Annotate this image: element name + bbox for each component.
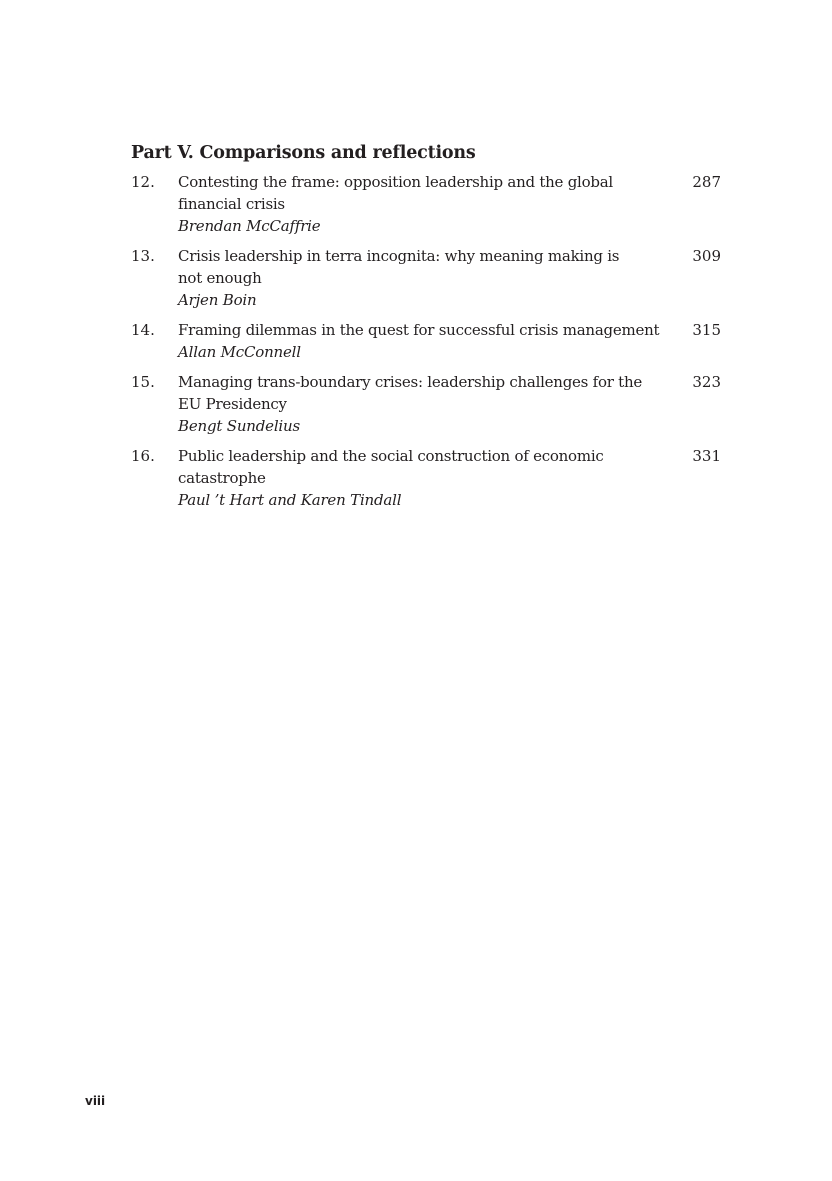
- chapter-number: 14.: [131, 321, 155, 339]
- chapter-number: 15.: [131, 373, 155, 391]
- chapter-page-number: 315: [692, 321, 721, 339]
- part-heading: Part V. Comparisons and reflections: [131, 143, 476, 163]
- chapter-body: [178, 245, 681, 311]
- chapter-author: Allan McConnell: [178, 343, 301, 361]
- toc-entry-12: [131, 171, 721, 237]
- chapter-page-number: 309: [692, 247, 721, 265]
- chapter-page-number: 323: [692, 373, 721, 391]
- toc-entry-13: [131, 245, 721, 311]
- chapter-page-number: 287: [692, 173, 721, 191]
- chapter-author: Bengt Sundelius: [178, 417, 300, 435]
- chapter-body: [178, 371, 681, 437]
- chapter-title-line: financial crisis: [178, 195, 285, 213]
- chapter-number: 13.: [131, 247, 155, 265]
- chapter-number: 12.: [131, 173, 155, 191]
- chapter-title-line: catastrophe: [178, 469, 266, 487]
- chapter-title-line: Public leadership and the social construction of economic: [178, 447, 604, 465]
- chapter-body: [178, 171, 681, 237]
- chapter-page-number: 331: [692, 447, 721, 465]
- chapter-title-line: Framing dilemmas in the quest for successful crisis management: [178, 321, 660, 339]
- chapter-title-line: EU Presidency: [178, 395, 287, 413]
- chapter-author: Paul ’t Hart and Karen Tindall: [178, 491, 402, 509]
- chapter-body: [178, 445, 681, 511]
- chapter-number: 16.: [131, 447, 155, 465]
- chapter-author: Arjen Boin: [178, 291, 257, 309]
- toc-entry-16: [131, 445, 721, 511]
- chapter-title-line: Crisis leadership in terra incognita: why meaning making is: [178, 247, 620, 265]
- chapter-body: [178, 319, 681, 363]
- page-folio: viii: [85, 1094, 106, 1108]
- chapter-author: Brendan McCaffrie: [178, 217, 321, 235]
- table-of-contents: [131, 141, 721, 519]
- chapter-title-line: Managing trans-boundary crises: leadership challenges for the: [178, 373, 642, 391]
- chapter-title-line: not enough: [178, 269, 262, 287]
- chapter-title-line: Contesting the frame: opposition leadership and the global: [178, 173, 613, 191]
- toc-entry-15: [131, 371, 721, 437]
- toc-entry-14: [131, 319, 721, 363]
